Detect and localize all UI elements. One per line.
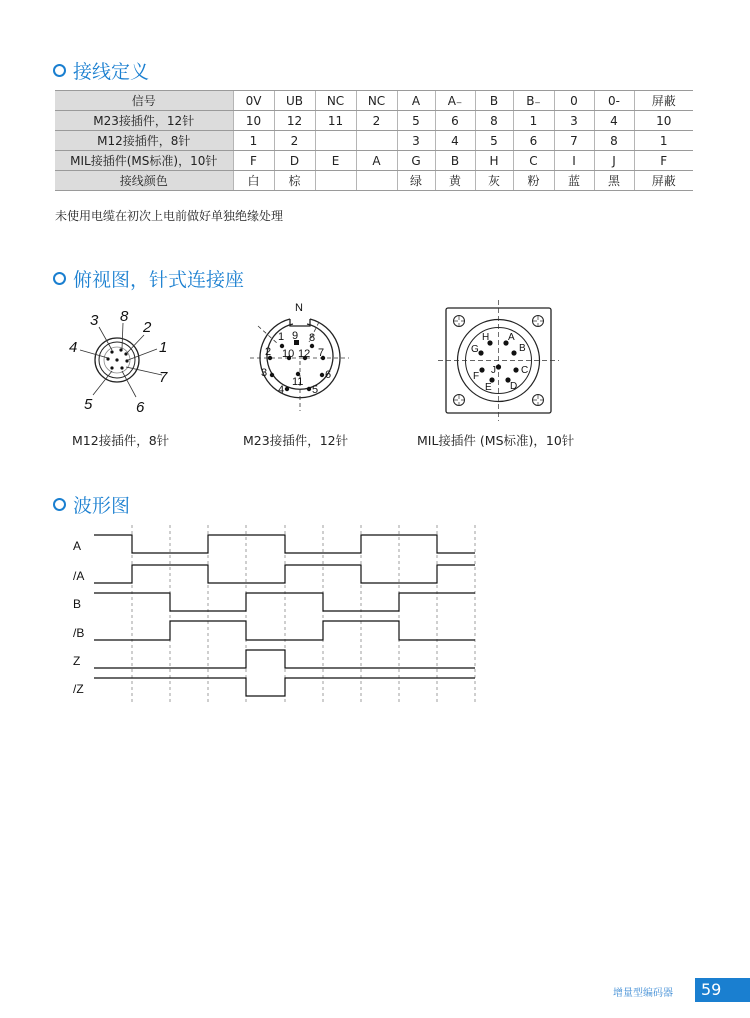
mil-pin-label: C <box>521 365 529 376</box>
table-cell: D <box>274 151 315 171</box>
table-cell: 2 <box>356 111 397 131</box>
waveform-trace-A <box>94 535 475 553</box>
m23-pin-label: 6 <box>325 369 332 381</box>
m12-pin-label: 7 <box>159 369 168 386</box>
table-cell: F <box>233 151 274 171</box>
table-cell: B <box>435 151 475 171</box>
m23-pin-label: 8 <box>309 332 316 344</box>
mil-connector-diagram <box>438 300 563 425</box>
table-row <box>55 171 693 191</box>
table-cell: UB <box>274 91 315 111</box>
table-cell: I <box>554 151 594 171</box>
table-cell: A₋ <box>435 91 475 111</box>
m12-pin-label: 4 <box>69 339 78 356</box>
table-row <box>55 91 693 111</box>
m23-pin-label: 7 <box>318 347 325 359</box>
table-cell: 屏蔽 <box>634 171 693 191</box>
mil-pin-label: H <box>482 332 490 343</box>
table-cell: C <box>513 151 554 171</box>
m12-pin-label: 3 <box>90 312 99 329</box>
table-cell: B₋ <box>513 91 554 111</box>
table-cell: 4 <box>435 131 475 151</box>
m23-caption: M23接插件，12针 <box>243 433 349 448</box>
table-cell: 蓝 <box>554 171 594 191</box>
section-title-text: 接线定义 <box>73 60 150 83</box>
table-cell: 1 <box>513 111 554 131</box>
table-cell: 灰 <box>475 171 513 191</box>
m23-pin-label: 2 <box>265 346 272 358</box>
waveform-signal-label: /B <box>73 626 85 640</box>
waveform-trace-not-Z <box>94 678 475 696</box>
table-cell: NC <box>315 91 356 111</box>
mil-pin-label: E <box>485 382 492 393</box>
row-header-cell: 接线颜色 <box>55 171 233 191</box>
mil-pin-label: D <box>510 381 518 392</box>
table-cell: A <box>397 91 435 111</box>
row-header-cell: M23接插件，12针 <box>55 111 233 131</box>
table-cell: 黑 <box>594 171 634 191</box>
table-cell <box>356 171 397 191</box>
waveform-signal-label: A <box>73 539 82 553</box>
m12-pin-label: 5 <box>84 396 93 413</box>
waveform-trace-not-B <box>94 621 475 640</box>
table-cell: A <box>356 151 397 171</box>
waveform-signal-label: /A <box>73 569 85 583</box>
table-cell: 3 <box>554 111 594 131</box>
table-cell: 棕 <box>274 171 315 191</box>
table-cell: 白 <box>233 171 274 191</box>
table-cell: G <box>397 151 435 171</box>
m23-pin-label: 9 <box>292 330 299 342</box>
row-header-cell: M12接插件，8针 <box>55 131 233 151</box>
section-title-wiring <box>53 57 149 83</box>
row-header-cell: MIL接插件(MS标准)，10针 <box>55 151 233 171</box>
circle-bullet-icon <box>53 498 66 511</box>
waveform-signal-label: B <box>73 597 82 611</box>
table-cell: 5 <box>475 131 513 151</box>
table-cell: 1 <box>233 131 274 151</box>
m12-pin-label: 8 <box>120 308 129 325</box>
waveform-signal-label: Z <box>73 654 81 668</box>
table-cell: 8 <box>594 131 634 151</box>
table-row <box>55 131 693 151</box>
mil-pin-label: F <box>473 371 480 382</box>
row-header-cell: 信号 <box>55 91 233 111</box>
table-cell: 屏蔽 <box>634 91 693 111</box>
table-cell: 0 <box>554 91 594 111</box>
table-cell: 8 <box>475 111 513 131</box>
circle-bullet-icon <box>53 272 66 285</box>
m23-pin-label: 4 <box>278 384 285 396</box>
m12-pin-label: 6 <box>136 399 145 416</box>
table-cell: 2 <box>274 131 315 151</box>
table-cell: 1 <box>634 131 693 151</box>
table-cell: 10 <box>233 111 274 131</box>
table-cell: 4 <box>594 111 634 131</box>
table-cell: 10 <box>634 111 693 131</box>
m23-pin-label: 10 <box>282 348 295 360</box>
table-cell: 12 <box>274 111 315 131</box>
m12-pin-label: 2 <box>143 319 152 336</box>
table-row <box>55 151 693 171</box>
table-cell: H <box>475 151 513 171</box>
m23-pin-label: 5 <box>312 384 319 396</box>
table-cell: 7 <box>554 131 594 151</box>
table-cell <box>315 131 356 151</box>
table-cell: 黄 <box>435 171 475 191</box>
m23-pin-label: N <box>295 302 303 314</box>
table-cell: 0V <box>233 91 274 111</box>
m23-pin-label: 1 <box>278 331 285 343</box>
mil-pin-label: J <box>491 365 496 376</box>
m12-caption: M12接插件，8针 <box>72 433 170 448</box>
mil-caption: MIL接插件 (MS标准)，10针 <box>417 433 575 448</box>
m23-pin-label: 12 <box>298 348 311 360</box>
m23-pin-label: 11 <box>292 376 304 388</box>
table-cell: F <box>634 151 693 171</box>
waveform-trace-not-A <box>94 565 475 583</box>
table-cell: 粉 <box>513 171 554 191</box>
waveform-signal-label: /Z <box>73 682 84 696</box>
table-cell: 绿 <box>397 171 435 191</box>
table-cell: J <box>594 151 634 171</box>
table-cell: 11 <box>315 111 356 131</box>
waveform-trace-B <box>94 593 475 611</box>
table-cell: 5 <box>397 111 435 131</box>
footer-category: 增量型编码器 <box>613 988 673 999</box>
circle-bullet-icon <box>53 64 66 77</box>
section-title-waveform <box>53 491 130 517</box>
mil-pin-label: G <box>471 344 479 355</box>
table-cell: 3 <box>397 131 435 151</box>
section-title-text: 波形图 <box>73 494 131 517</box>
m23-pin-label: 3 <box>261 367 268 379</box>
mil-pin-label: B <box>519 343 526 354</box>
table-cell: B <box>475 91 513 111</box>
waveform-trace-Z <box>94 650 475 668</box>
table-cell: 6 <box>435 111 475 131</box>
table-cell <box>315 171 356 191</box>
table-cell <box>356 131 397 151</box>
note-text: 未使用电缆在初次上电前做好单独绝缘处理 <box>55 209 284 223</box>
section-title-topview <box>53 265 244 291</box>
table-cell: E <box>315 151 356 171</box>
mil-pin-label: A <box>508 332 515 343</box>
m12-pin-label: 1 <box>159 339 168 356</box>
section-title-text: 俯视图，针式连接座 <box>73 268 245 291</box>
waveform-diagram <box>0 520 500 710</box>
table-row <box>55 111 693 131</box>
page-number: 59 <box>695 978 750 1002</box>
table-cell: 0- <box>594 91 634 111</box>
wiring-table <box>55 90 693 191</box>
m23-connector-diagram <box>245 300 355 415</box>
m12-connector-diagram <box>60 305 190 420</box>
table-cell: 6 <box>513 131 554 151</box>
table-cell: NC <box>356 91 397 111</box>
